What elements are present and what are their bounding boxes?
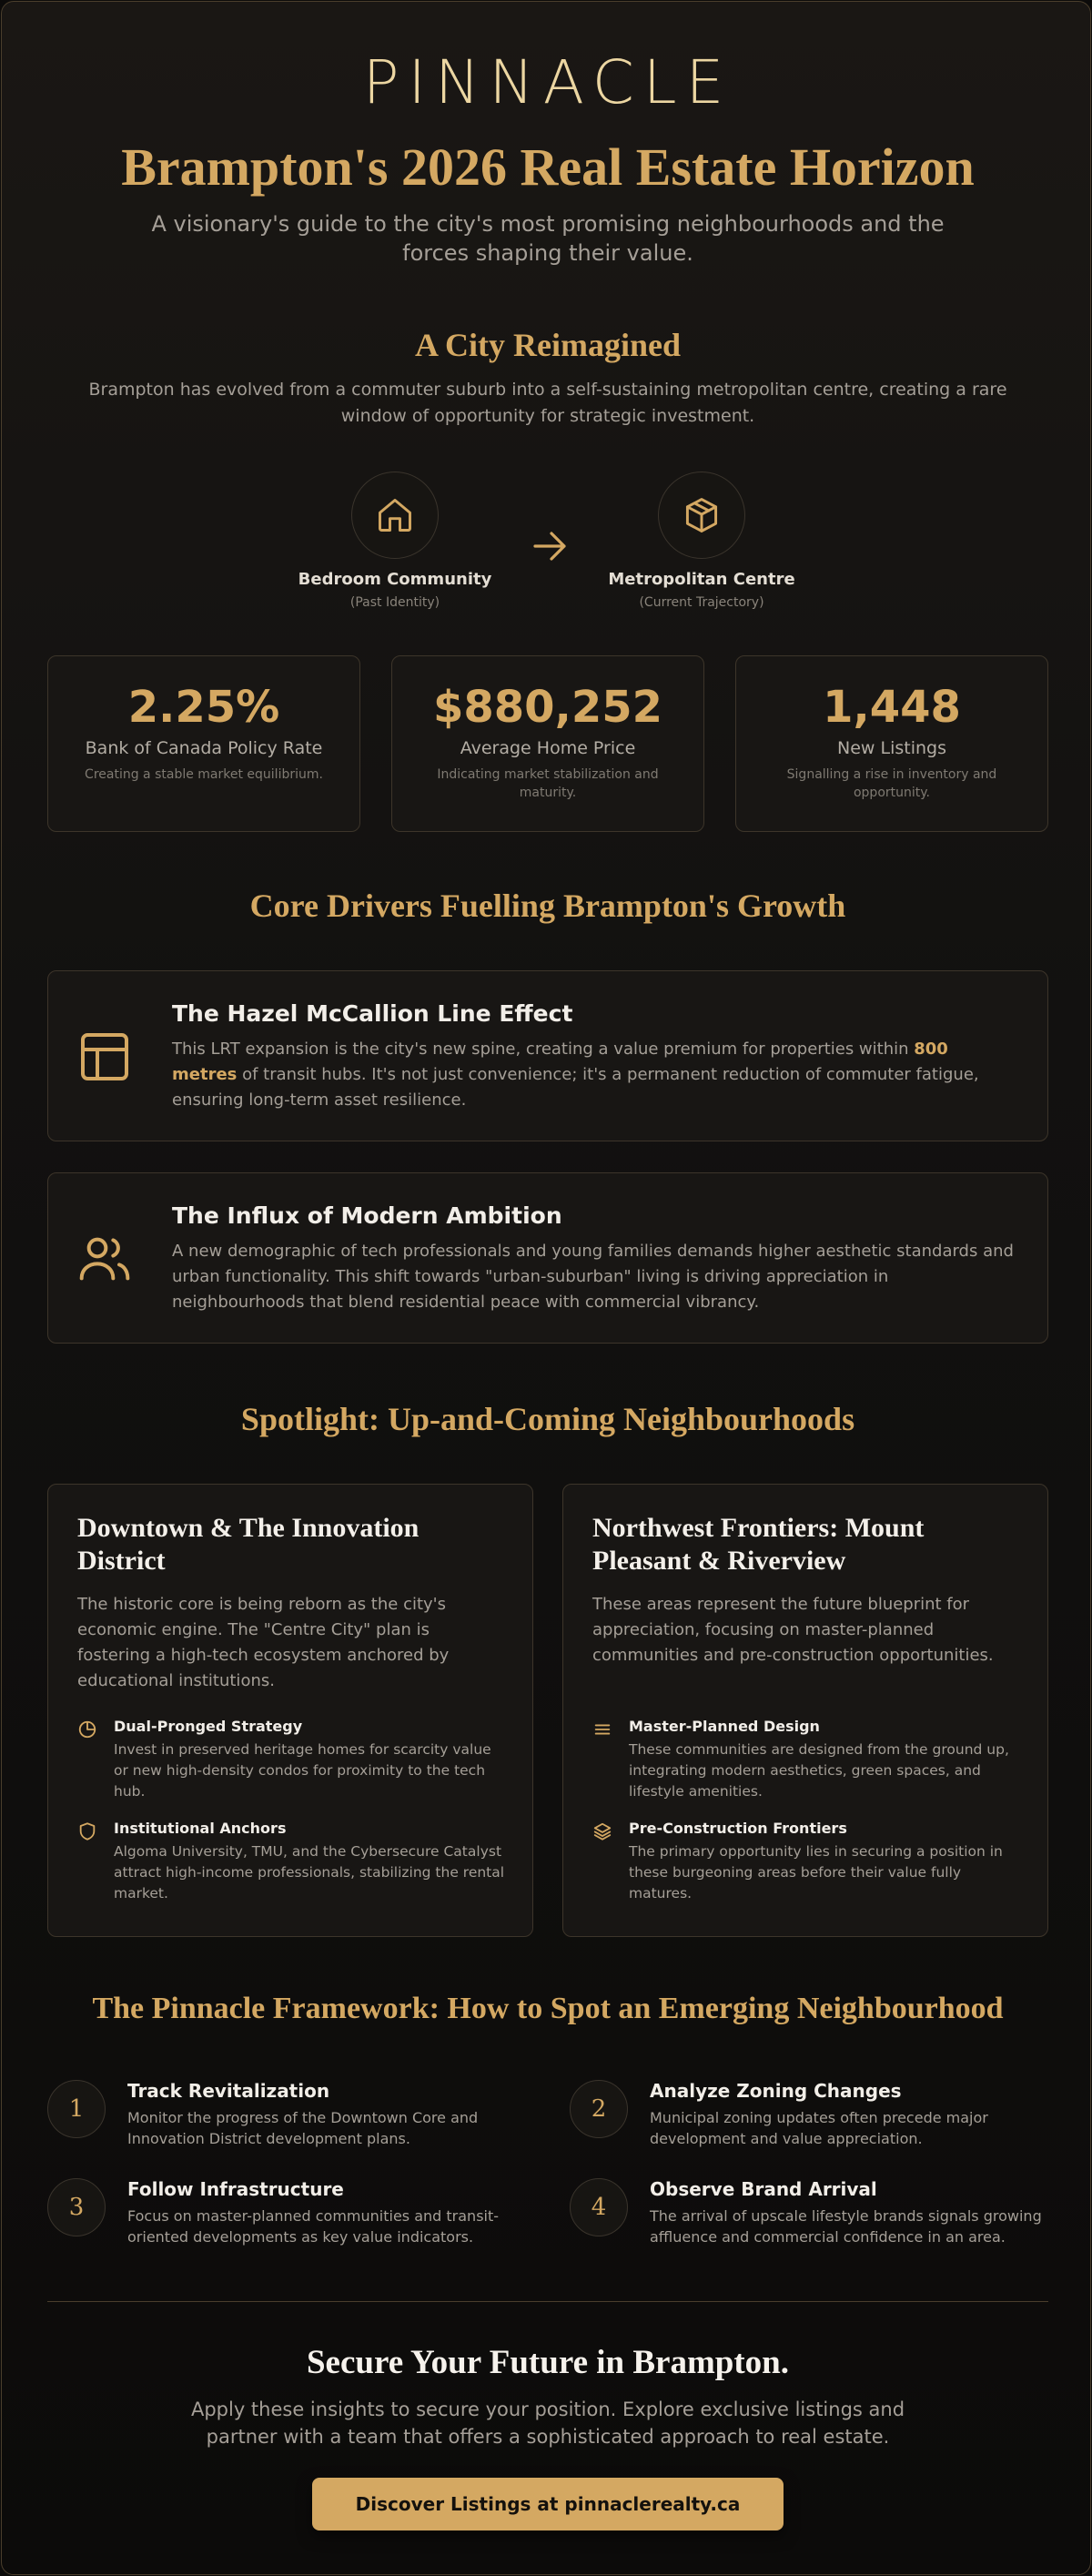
layout-icon	[76, 1028, 134, 1086]
discover-listings-button[interactable]: Discover Listings at pinnaclerealty.ca	[312, 2478, 784, 2530]
step-title: Observe Brand Arrival	[650, 2178, 877, 2200]
stat-card-policy-rate	[47, 655, 360, 832]
section-heading-city: A City Reimagined	[415, 327, 681, 363]
neighbourhood-title: Downtown & The Innovation District	[77, 1513, 420, 1576]
brand-logo[interactable]: PINNACLE	[362, 47, 733, 117]
layers-icon	[592, 1821, 612, 1841]
feature-description: Algoma University, TMU, and the Cybersecure Catalyst attract high-income professionals, stabilizing the rental market.	[114, 1843, 505, 1902]
driver-card-ambition	[47, 1172, 1048, 1344]
framework-step-3	[47, 2178, 521, 2251]
identity-current-label: Metropolitan Centre	[608, 570, 795, 589]
stat-card-home-price	[391, 655, 704, 832]
neighbourhood-card-downtown	[47, 1484, 533, 1937]
step-title: Track Revitalization	[127, 2080, 330, 2102]
step-description: Municipal zoning updates often precede major development and value appreciation.	[650, 2109, 988, 2147]
feature-title: Pre-Construction Frontiers	[629, 1820, 847, 1837]
identity-past-sub: (Past Identity)	[349, 595, 440, 610]
menu-lines-icon	[592, 1719, 612, 1739]
feature-title: Institutional Anchors	[114, 1820, 287, 1837]
framework-step-4	[570, 2178, 1043, 2251]
feature-title: Master-Planned Design	[629, 1718, 820, 1735]
page-subtitle: A visionary's guide to the city's most promising neighbourhoods and the forces shaping their value.	[151, 211, 945, 266]
stat-description: Creating a stable market equilibrium.	[85, 767, 323, 782]
step-number: 2	[570, 2080, 628, 2138]
step-number: 4	[570, 2178, 628, 2236]
stat-label: Bank of Canada Policy Rate	[85, 738, 323, 758]
feature-description: Invest in preserved heritage homes for scarcity value or new high-density condos for proximity to the tech hub.	[114, 1741, 491, 1800]
stat-card-new-listings	[735, 655, 1048, 832]
section-heading-drivers: Core Drivers Fuelling Brampton's Growth	[249, 887, 846, 924]
step-number: 1	[47, 2080, 106, 2138]
neighbourhood-card-northwest	[562, 1484, 1048, 1937]
stat-description: Indicating market stabilization and maturity.	[437, 767, 659, 800]
driver-description: This LRT expansion is the city's new spine, creating a value premium for properties within 800 metres of transit hubs. It's not just convenience; it's a permanent reduction of commuter fatigue, ensuring long-term asset resilience.	[172, 1040, 979, 1110]
arrow-right-icon	[528, 524, 571, 568]
stat-value: 2.25%	[127, 682, 280, 733]
section-heading-framework: The Pinnacle Framework: How to Spot an Emerging Neighbourhood	[92, 1992, 1004, 2025]
framework-step-1	[47, 2080, 521, 2153]
cta-subtitle: Apply these insights to secure your position. Explore exclusive listings and partner with a team that offers a sophisticated approach to real estate.	[190, 2399, 905, 2448]
neighbourhood-title: Northwest Frontiers: Mount Pleasant & Riverview	[592, 1513, 925, 1576]
page-frame	[1, 1, 1091, 2575]
framework-step-2	[570, 2080, 1043, 2153]
home-icon	[351, 472, 439, 559]
step-number: 3	[47, 2178, 106, 2236]
driver-card-lrt	[47, 970, 1048, 1141]
step-title: Analyze Zoning Changes	[650, 2080, 902, 2102]
driver-title: The Hazel McCallion Line Effect	[172, 1000, 573, 1027]
city-intro: Brampton has evolved from a commuter suburb into a self-sustaining metropolitan centre, creating a rare window of opportunity for strategic investment.	[88, 380, 1007, 426]
step-description: The arrival of upscale lifestyle brands signals growing affluence and commercial confidence in an area.	[650, 2207, 1042, 2246]
shield-icon	[77, 1821, 97, 1841]
stat-description: Signalling a rise in inventory and opportunity.	[786, 767, 997, 800]
stat-value: $880,252	[432, 682, 663, 733]
cta-title: Secure Your Future in Brampton.	[306, 2344, 789, 2381]
stat-value: 1,448	[823, 682, 961, 733]
section-heading-spotlight: Spotlight: Up-and-Coming Neighbourhoods	[240, 1401, 855, 1437]
stat-label: New Listings	[837, 738, 946, 758]
pie-chart-icon	[77, 1719, 97, 1739]
identity-current-sub: (Current Trajectory)	[639, 595, 764, 610]
highlight-distance: 800 metres	[172, 1040, 948, 1084]
neighbourhood-description: These areas represent the future blueprint for appreciation, focusing on master-planned communities and pre-construction opportunities.	[592, 1595, 994, 1665]
step-description: Monitor the progress of the Downtown Core and Innovation District development plans.	[127, 2109, 479, 2147]
section-divider	[47, 2301, 1048, 2302]
feature-description: The primary opportunity lies in securing a position in these burgeoning areas before their value fully matures.	[629, 1843, 1003, 1902]
step-title: Follow Infrastructure	[127, 2178, 344, 2200]
neighbourhood-description: The historic core is being reborn as the city's economic engine. The "Centre City" plan is fostering a high-tech ecosystem anchored by educational institutions.	[77, 1595, 450, 1690]
users-icon	[76, 1230, 134, 1288]
step-description: Focus on master-planned communities and transit-oriented developments as key value indicators.	[127, 2207, 500, 2246]
cube-icon	[658, 472, 745, 559]
feature-description: These communities are designed from the ground up, integrating modern aesthetics, green spaces, and lifestyle amenities.	[629, 1741, 1009, 1800]
driver-description: A new demographic of tech professionals and young families demands higher aesthetic standards and urban functionality. This shift towards "urban-suburban" living is driving appreciation in neighbourhoods that blend residential peace with commercial vibrancy.	[172, 1242, 1014, 1312]
feature-title: Dual-Pronged Strategy	[114, 1718, 303, 1735]
driver-title: The Influx of Modern Ambition	[172, 1202, 562, 1229]
stat-label: Average Home Price	[460, 738, 636, 758]
identity-past-label: Bedroom Community	[298, 570, 492, 589]
page-title: Brampton's 2026 Real Estate Horizon	[121, 137, 975, 197]
